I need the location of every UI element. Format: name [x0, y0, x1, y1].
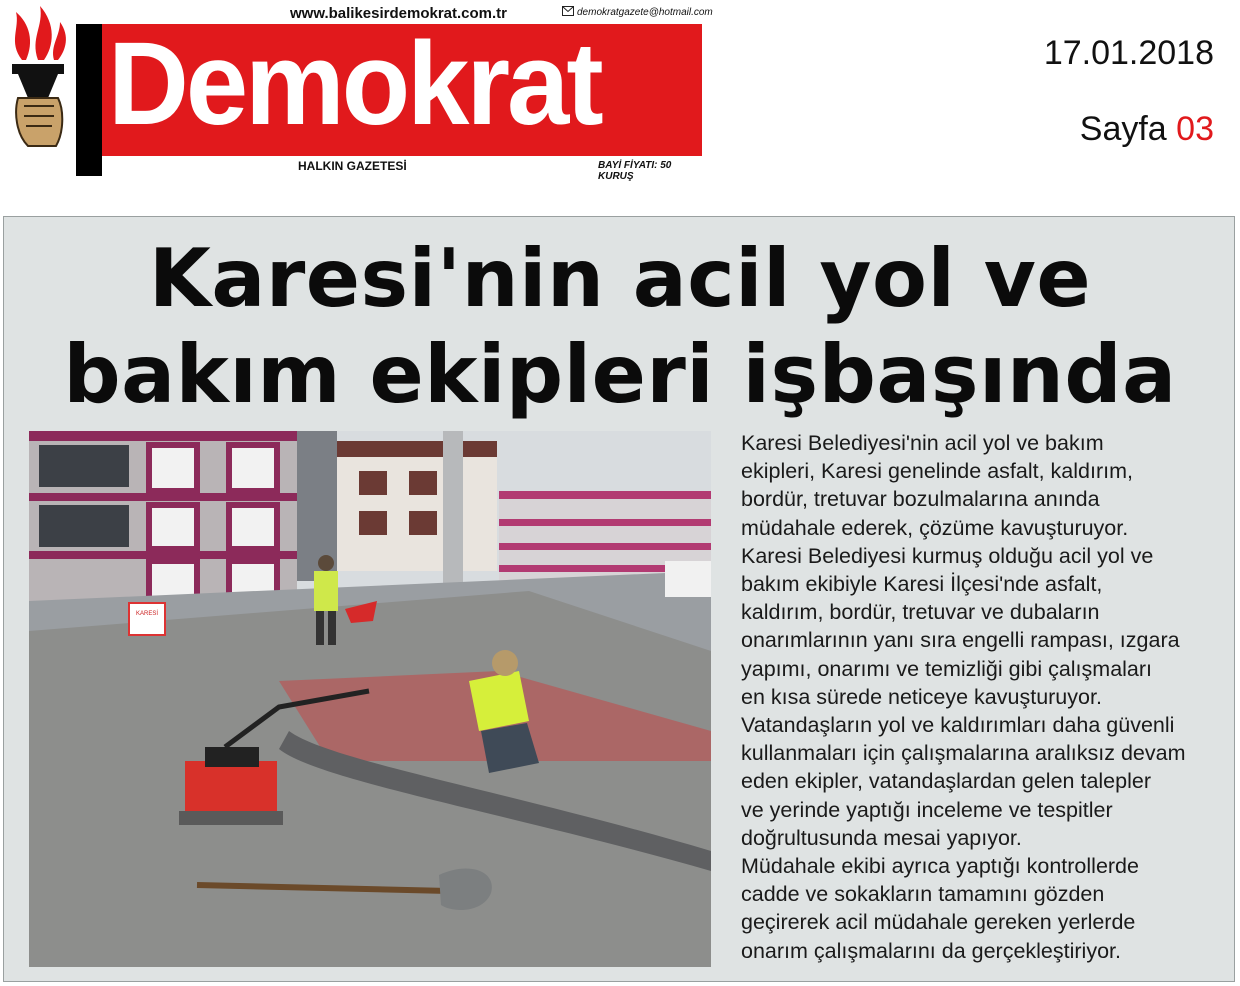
newspaper-brand: Demokrat [108, 18, 601, 150]
article-headline [4, 231, 1236, 423]
article-photo [29, 431, 711, 967]
torch-logo-icon [4, 2, 76, 154]
page-label: Sayfa [1079, 110, 1167, 148]
newspaper-masthead [4, 2, 713, 182]
masthead-black-bar [76, 2, 102, 176]
website-link[interactable]: www.balikesirdemokrat.com.tr [290, 5, 508, 22]
page-number [1080, 110, 1214, 149]
email-address: demokratgazete@hotmail.com [577, 7, 713, 18]
headline-line-1: Karesi'nin acil yol ve [148, 232, 1092, 325]
city-label: BALIKESİR [84, 5, 175, 22]
page-number-value: 03 [1176, 110, 1214, 148]
headline-line-2: bakım ekipleri işbaşında [63, 328, 1177, 421]
article-clipping [3, 216, 1235, 982]
price-label: BAYİ FİYATI: 50 KURUŞ [598, 160, 672, 182]
issue-date: 17.01.2018 [1043, 34, 1214, 72]
tagline: HALKIN GAZETESİ [298, 159, 407, 173]
photo-sign-text: KARESİ [135, 611, 159, 617]
article-body: Karesi Belediyesi'nin acil yol ve bakım ekipleri, Karesi genelinde asfalt, kaldırım, bordür, tretuvar bozulmalarına anında müdahale ederek, çözüme kavuşturuyor. Karesi Belediyesi kurmuş olduğu acil yol ve bakım ekibiyle Karesi İlçesi'nde asfalt, kaldırım, bordür, tretuvar ve dubaların onarımlarının yanı sıra engelli rampası, ızgara yapımı, onarımı ve temizliği gibi çalışmaları en kısa sürede neticeye kavuşturuyor. Vatandaşların yol ve kaldırımları daha güvenli kullanmaları için çalışmalarına aralıksız devam eden ekipler, vatandaşlardan gelen talepler ve yerinde yaptığı inceleme ve tespitler doğrultusunda mesai yapıyor. Müdahale ekibi ayrıca yaptığı kontrollerde cadde ve sokakların tamamını gözden geçirerek acil müdahale gereken yerlerde onarım çalışmalarını da gerçekleştiriyor. [741, 431, 1186, 963]
